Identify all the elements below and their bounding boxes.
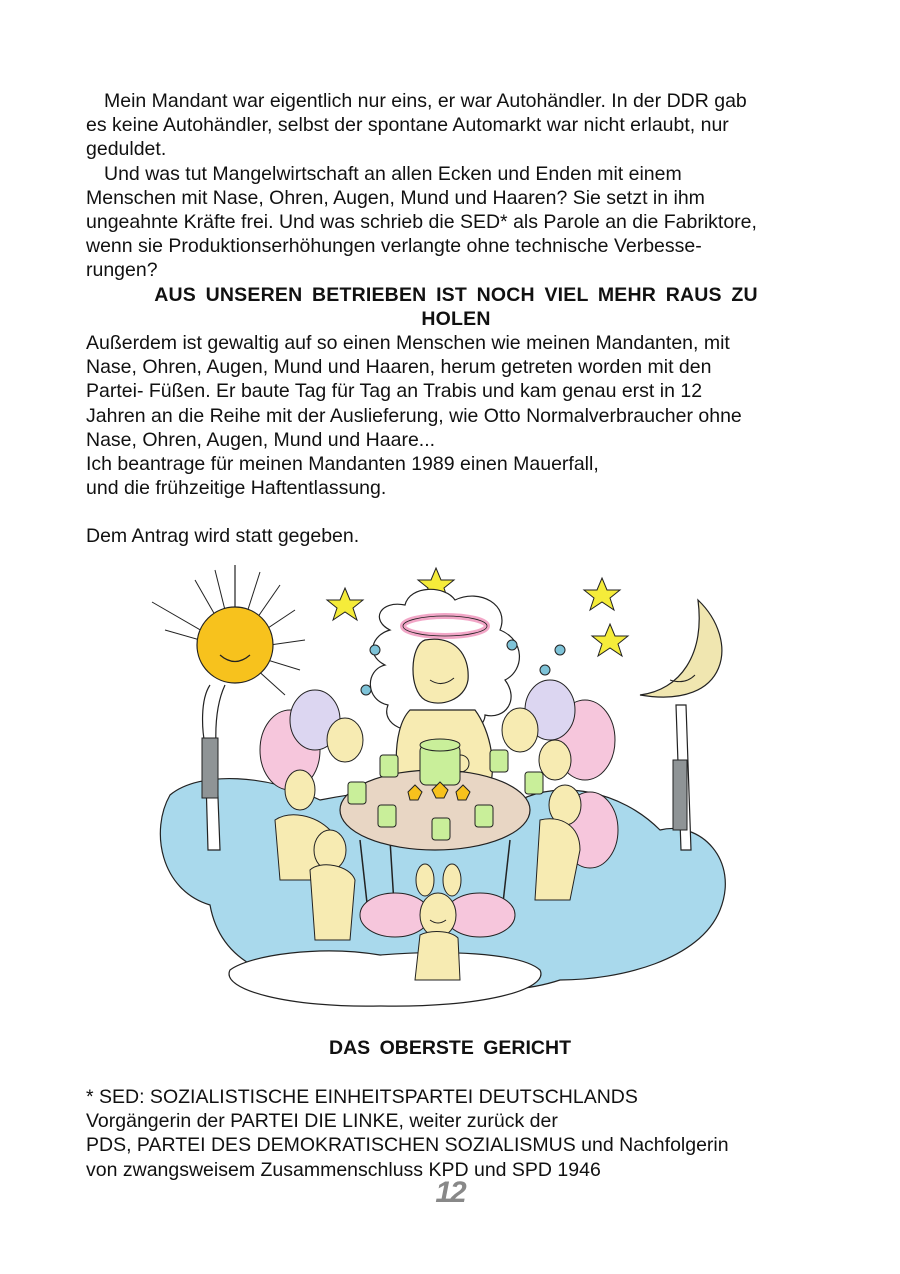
supreme-court-illustration (140, 560, 740, 1030)
paragraph-line: Und was tut Mangelwirtschaft an allen Ecken und Enden mit einem (104, 162, 682, 185)
footnote-line: von zwangsweisem Zusammenschluss KPD und SPD 1946 (86, 1158, 601, 1181)
paragraph-line: ungeahnte Kräfte frei. Und was schrieb die SED* als Parole an die Fabriktore, (86, 211, 757, 234)
paragraph-line: es keine Autohändler, selbst der spontane Automarkt war nicht erlaubt, nur (86, 114, 729, 137)
paragraph-line: und die frühzeitige Haftentlassung. (86, 477, 387, 500)
cup-icon (378, 805, 396, 827)
blank-line (86, 500, 826, 524)
paragraph-line: rungen? (86, 259, 158, 282)
cup-icon (490, 750, 508, 772)
main-text (86, 89, 826, 549)
cup-icon (525, 772, 543, 794)
cup-icon (432, 818, 450, 840)
illustration-caption: DAS OBERSTE GERICHT (328, 1037, 572, 1059)
star-icon (584, 578, 620, 610)
sun-icon (152, 565, 305, 695)
paragraph-line: Außerdem ist gewaltig auf so einen Menschen wie meinen Mandanten, mit (86, 332, 730, 355)
footprint-icon (443, 864, 461, 896)
page-number: 12 (435, 1176, 465, 1209)
footnote (86, 1085, 846, 1182)
verdict-line: Dem Antrag wird statt gegeben. (86, 525, 360, 548)
paragraph-line: Jahren an die Reihe mit der Auslieferung, wie Otto Normalverbraucher ohne (86, 404, 742, 427)
cup-icon (380, 755, 398, 777)
star-icon (327, 588, 363, 620)
cup-icon (475, 805, 493, 827)
paragraph-line: Nase, Ohren, Augen, Mund und Haare... (86, 428, 436, 451)
paragraph-line: wenn sie Produktionserhöhungen verlangte ohne technische Verbesse- (86, 235, 702, 258)
slogan-headline: AUS UNSEREN BETRIEBEN IST NOCH VIEL MEHR RAUS ZU (154, 283, 758, 306)
paragraph-line: Nase, Ohren, Augen, Mund und Haaren, herum getreten worden mit den (86, 356, 712, 379)
footnote-line: Vorgängerin der PARTEI DIE LINKE, weiter zurück der (86, 1110, 558, 1133)
cloud-base (229, 951, 541, 1006)
footprint-icon (416, 864, 434, 896)
cup-icon (348, 782, 366, 804)
slogan-headline: HOLEN (421, 307, 491, 330)
footnote-line: PDS, PARTEI DES DEMOKRATISCHEN SOZIALISMUS und Nachfolgerin (86, 1134, 729, 1157)
paragraph-line: Ich beantrage für meinen Mandanten 1989 einen Mauerfall, (86, 453, 599, 476)
paragraph-line: Partei- Füßen. Er baute Tag für Tag an Trabis und kam genau erst in 12 (86, 380, 703, 403)
moon-icon (640, 600, 722, 697)
paragraph-line: geduldet. (86, 138, 167, 161)
paragraph-line: Mein Mandant war eigentlich nur eins, er war Autohändler. In der DDR gab (104, 90, 747, 112)
paragraph-line: Menschen mit Nase, Ohren, Augen, Mund und Haaren? Sie setzt in ihm (86, 186, 705, 209)
star-icon (592, 624, 628, 656)
footnote-line: * SED: SOZIALISTISCHE EINHEITSPARTEI DEUTSCHLANDS (86, 1086, 638, 1108)
